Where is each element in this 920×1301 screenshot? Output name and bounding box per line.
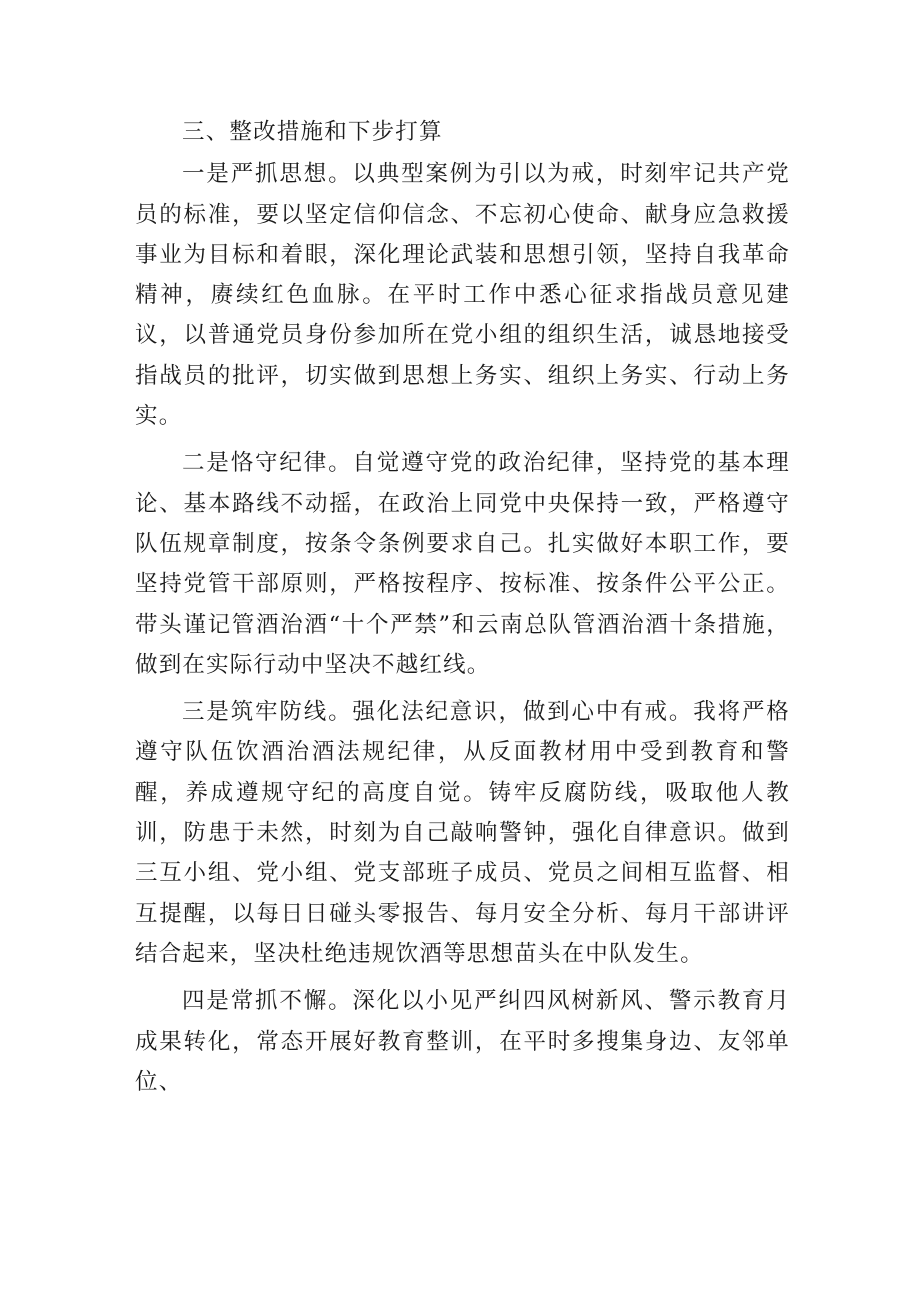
- paragraph-strict-thought: 一是严抓思想。以典型案例为引以为戒，时刻牢记共产党员的标准，要以坚定信仰信念、不忘初心使命、献身应急救援事业为目标和着眼，深化理论武装和思想引领，坚持自我革命精神，赓续红色血脉。在平时工作中悉心征求指战员意见建议，以普通党员身份参加所在党小组的组织生活，诚恳地接受指战员的批评，切实做到思想上务实、组织上务实、行动上务实。: [135, 161, 790, 430]
- paragraph-observe-discipline: 二是恪守纪律。自觉遵守党的政治纪律，坚持党的基本理论、基本路线不动摇，在政治上同党中央保持一致，严格遵守队伍规章制度，按条令条例要求自己。扎实做好本职工作，要坚持党管干部原则，严格按程序、按标准、按条件公平公正。带头谨记管酒治酒“十个严禁”和云南总队管酒治酒十条措施，做到在实际行动中坚决不越红线。: [135, 450, 790, 678]
- paragraph-persistent-effort: 四是常抓不懈。深化以小见严纠四风树新风、警示教育月成果转化，常态开展好教育整训，在平时多搜集身边、友邻单位、: [135, 988, 790, 1095]
- document-body: [135, 112, 790, 1102]
- section-heading: 三、整改措施和下步打算: [182, 119, 443, 145]
- paragraph-build-defense: 三是筑牢防线。强化法纪意识，做到心中有戒。我将严格遵守队伍饮酒治酒法规纪律，从反面教材用中受到教育和警醒，养成遵规守纪的高度自觉。铸牢反腐防线，吸取他人教训，防患于未然，时刻为自己敲响警钟，强化自律意识。做到三互小组、党小组、党支部班子成员、党员之间相互监督、相互提醒，以每日日碰头零报告、每月安全分析、每月干部讲评结合起来，坚决杜绝违规饮酒等思想苗头在中队发生。: [135, 699, 790, 967]
